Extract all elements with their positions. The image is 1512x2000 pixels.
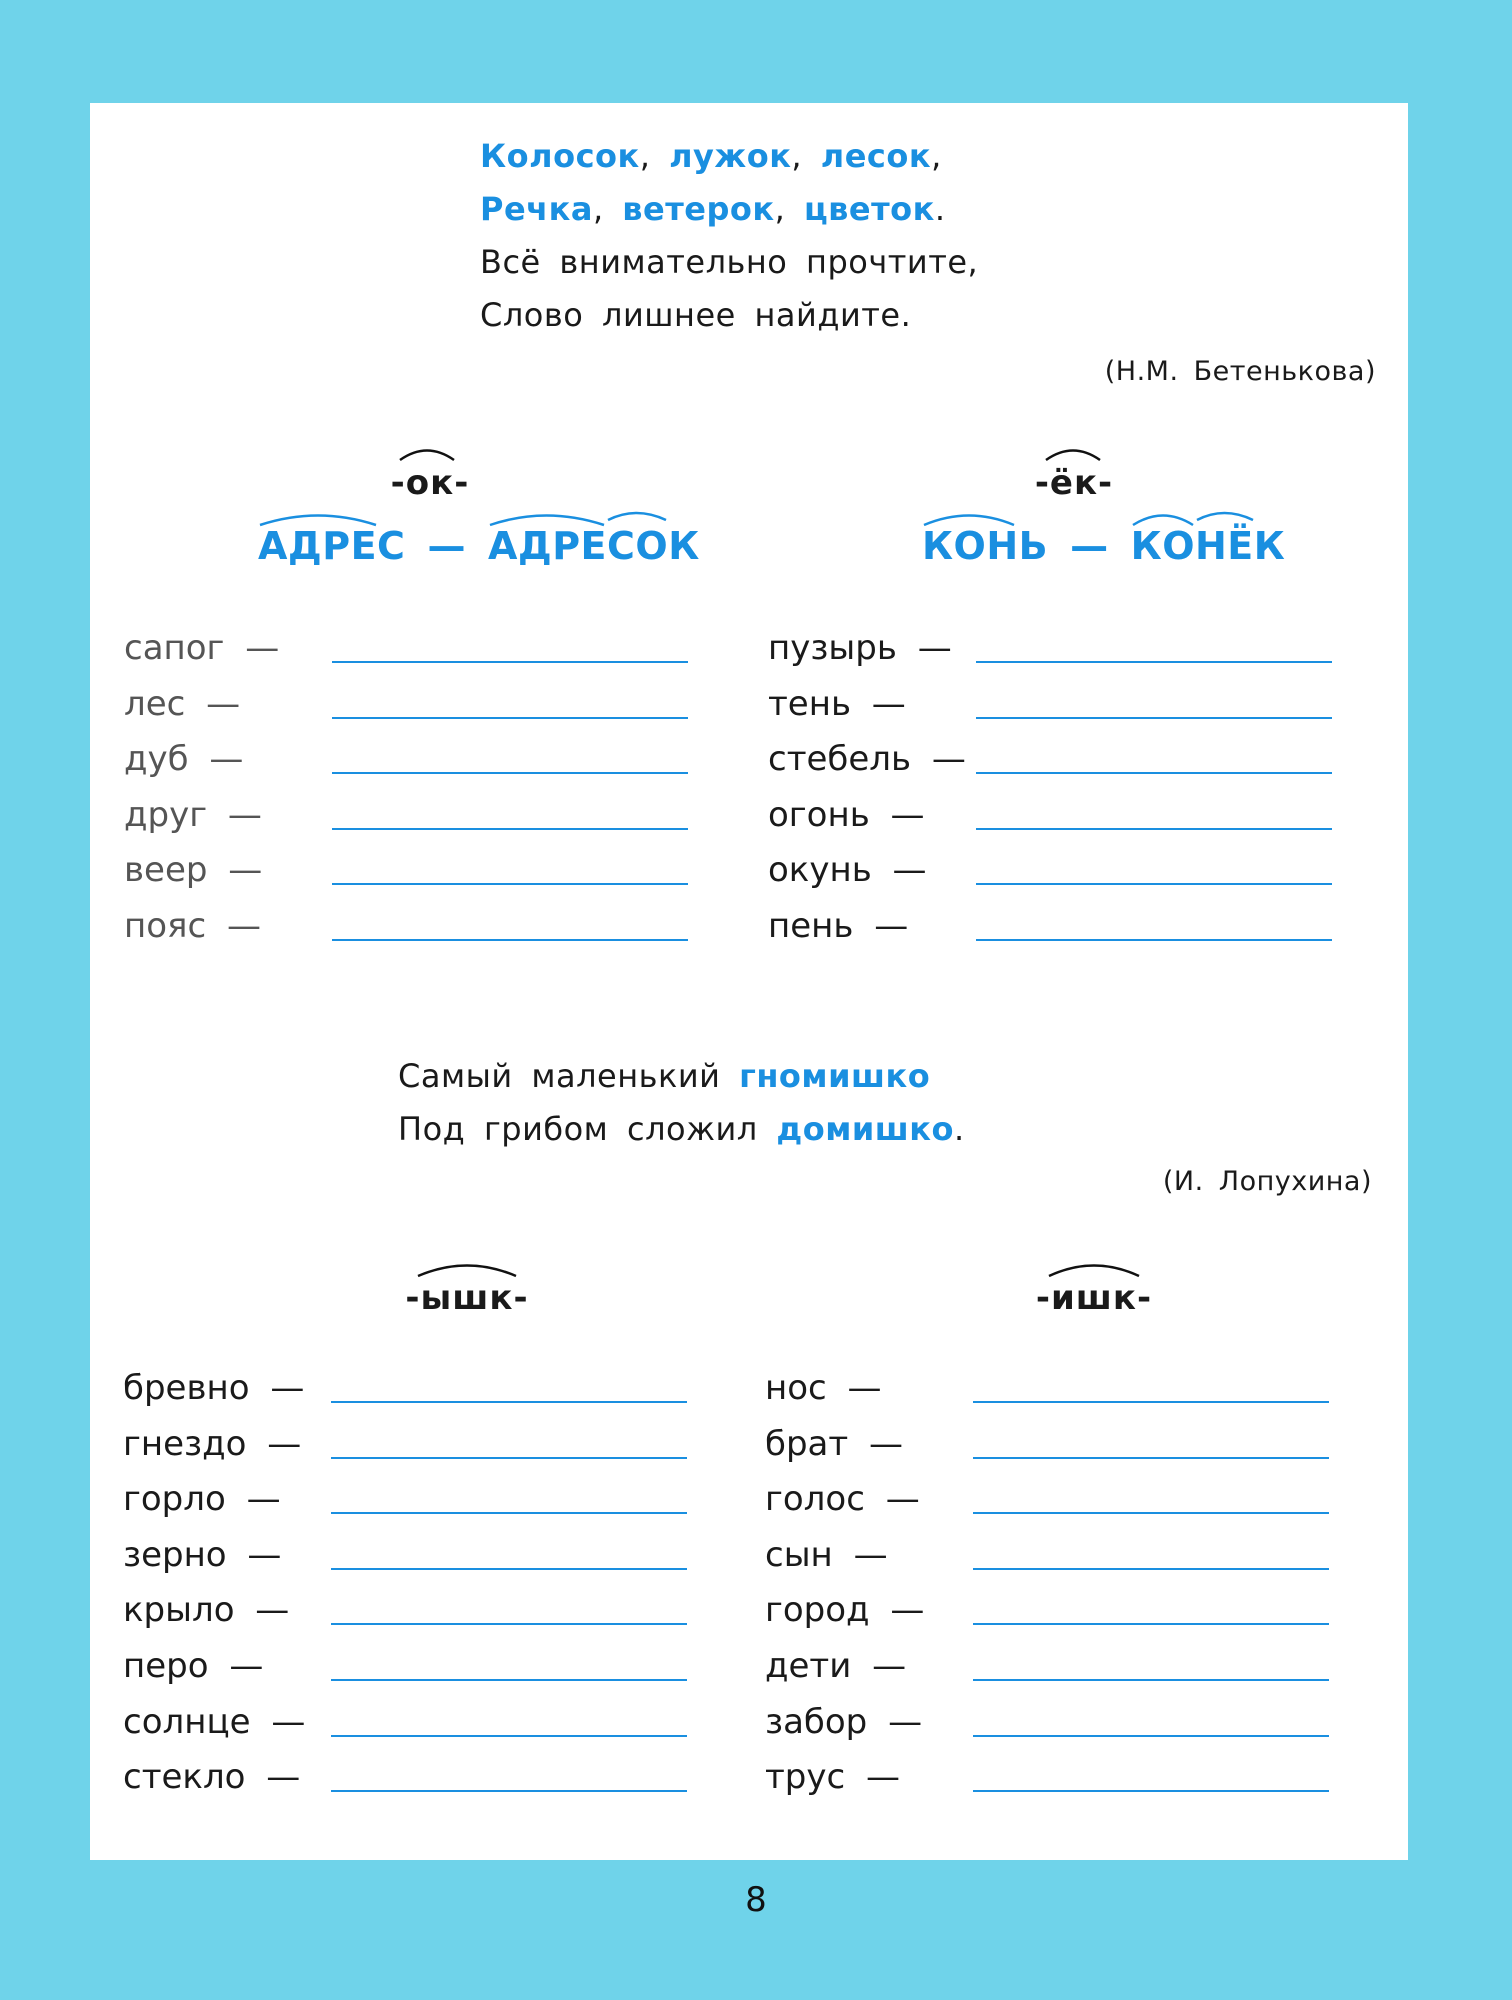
example-adres bbox=[258, 524, 700, 568]
highlighted-word: цветок bbox=[803, 190, 935, 228]
highlighted-word: ветерок bbox=[622, 190, 775, 228]
answer-line[interactable] bbox=[332, 828, 688, 830]
highlighted-word: гномишко bbox=[739, 1057, 931, 1095]
answer-line[interactable] bbox=[332, 772, 688, 774]
base-word: веер — bbox=[124, 850, 263, 891]
answer-line[interactable] bbox=[332, 883, 688, 885]
answer-line[interactable] bbox=[973, 1401, 1329, 1403]
base-word: лес — bbox=[124, 683, 241, 724]
answer-line[interactable] bbox=[976, 772, 1332, 774]
answer-line[interactable] bbox=[973, 1457, 1329, 1459]
answer-line[interactable] bbox=[973, 1790, 1329, 1792]
example-dash: — bbox=[1070, 524, 1109, 568]
punctuation: . bbox=[934, 190, 946, 228]
base-word: окунь — bbox=[768, 850, 927, 891]
base-word: брат — bbox=[765, 1423, 903, 1464]
answer-line[interactable] bbox=[973, 1679, 1329, 1681]
page-sheet bbox=[90, 103, 1408, 1860]
answer-line[interactable] bbox=[331, 1401, 687, 1403]
answer-line[interactable] bbox=[976, 939, 1332, 941]
poem-text: Самый маленький bbox=[398, 1057, 721, 1095]
poem-1-author: (Н.М. Бетенькова) bbox=[1104, 356, 1376, 387]
poem-1-line-4: Слово лишнее найдите. bbox=[480, 296, 912, 334]
punctuation: , bbox=[791, 137, 821, 175]
base-word: гнездо — bbox=[123, 1423, 302, 1464]
answer-line[interactable] bbox=[331, 1735, 687, 1737]
punctuation: . bbox=[953, 1110, 965, 1148]
base-word: сын — bbox=[765, 1534, 888, 1575]
answer-line[interactable] bbox=[976, 883, 1332, 885]
base-word: город — bbox=[765, 1590, 925, 1631]
poem-2-author: (И. Лопухина) bbox=[1162, 1166, 1372, 1197]
base-word: огонь — bbox=[768, 794, 925, 835]
poem-1-line-3: Всё внимательно прочтите, bbox=[480, 243, 979, 281]
answer-line[interactable] bbox=[332, 939, 688, 941]
example-base-text: КОНЬ bbox=[922, 524, 1049, 568]
punctuation: , bbox=[774, 190, 804, 228]
base-word: трус — bbox=[765, 1757, 901, 1798]
answer-line[interactable] bbox=[976, 661, 1332, 663]
poem-2-line-1 bbox=[398, 1050, 965, 1103]
example-kon bbox=[922, 524, 1285, 568]
example-base-word bbox=[922, 524, 1048, 568]
answer-line[interactable] bbox=[973, 1568, 1329, 1570]
base-word: пояс — bbox=[124, 905, 261, 946]
suffix-ok: -ок- bbox=[390, 463, 470, 503]
answer-line[interactable] bbox=[331, 1457, 687, 1459]
base-word: сапог — bbox=[124, 628, 280, 668]
example-base-word bbox=[258, 524, 405, 568]
base-word: тень — bbox=[768, 683, 906, 724]
example-result-text: КОНЁК bbox=[1130, 524, 1286, 568]
example-dash: — bbox=[427, 524, 466, 568]
root-arc-icon bbox=[920, 508, 1018, 528]
poem-1 bbox=[480, 130, 978, 342]
base-word: дуб — bbox=[124, 739, 244, 780]
punctuation: , bbox=[592, 190, 623, 228]
base-word: зерно — bbox=[123, 1534, 282, 1575]
page-number: 8 bbox=[745, 1880, 767, 1920]
base-word: дети — bbox=[765, 1645, 907, 1686]
suffix-yok: -ёк- bbox=[1034, 463, 1114, 503]
root-arc-icon bbox=[1046, 1259, 1142, 1279]
suffix-ishk: -ишк- bbox=[1035, 1278, 1153, 1318]
punctuation: , bbox=[931, 137, 942, 175]
base-word: голос — bbox=[765, 1479, 920, 1520]
answer-line[interactable] bbox=[331, 1790, 687, 1792]
example-result-word bbox=[488, 524, 700, 568]
punctuation: , bbox=[639, 137, 670, 175]
answer-line[interactable] bbox=[332, 661, 688, 663]
highlighted-word: лужок bbox=[669, 137, 792, 175]
answer-line[interactable] bbox=[973, 1512, 1329, 1514]
base-word: стебель — bbox=[768, 739, 966, 780]
answer-line[interactable] bbox=[332, 717, 688, 719]
root-arc-icon bbox=[415, 1259, 519, 1279]
base-word: перо — bbox=[123, 1645, 264, 1686]
example-result-text: АДРЕСОК bbox=[487, 524, 700, 568]
base-word: крыло — bbox=[123, 1590, 290, 1631]
answer-line[interactable] bbox=[331, 1512, 687, 1514]
highlighted-word: лесок bbox=[820, 137, 932, 175]
answer-line[interactable] bbox=[331, 1568, 687, 1570]
answer-line[interactable] bbox=[976, 828, 1332, 830]
poem-1-line-2 bbox=[480, 183, 978, 236]
example-base-text: АДРЕС bbox=[258, 524, 406, 568]
highlighted-word: домишко bbox=[776, 1110, 954, 1148]
base-word: горло — bbox=[123, 1479, 281, 1520]
answer-line[interactable] bbox=[973, 1735, 1329, 1737]
poem-2-line-2 bbox=[398, 1103, 965, 1156]
answer-line[interactable] bbox=[976, 717, 1332, 719]
root-arc-icon bbox=[1043, 443, 1103, 463]
highlighted-word: Речка bbox=[480, 190, 593, 228]
base-word: нос — bbox=[765, 1368, 882, 1408]
poem-2 bbox=[398, 1050, 965, 1156]
base-word: солнце — bbox=[123, 1701, 306, 1742]
suffix-yshk: -ышк- bbox=[405, 1278, 529, 1318]
base-word: бревно — bbox=[123, 1368, 305, 1408]
poem-text: Под грибом сложил bbox=[398, 1110, 758, 1148]
answer-line[interactable] bbox=[331, 1679, 687, 1681]
base-word: друг — bbox=[124, 794, 262, 835]
root-suffix-arc-icon bbox=[486, 508, 674, 528]
highlighted-word: Колосок bbox=[480, 137, 640, 175]
base-word: стекло — bbox=[123, 1757, 301, 1798]
base-word: забор — bbox=[765, 1701, 923, 1742]
poem-1-line-1 bbox=[480, 130, 978, 183]
example-result-word bbox=[1131, 524, 1286, 568]
root-suffix-arc-icon bbox=[1129, 508, 1259, 528]
root-arc-icon bbox=[256, 508, 380, 528]
answer-line[interactable] bbox=[973, 1623, 1329, 1625]
base-word: пузырь — bbox=[768, 628, 952, 668]
root-arc-icon bbox=[397, 443, 457, 463]
answer-line[interactable] bbox=[331, 1623, 687, 1625]
base-word: пень — bbox=[768, 905, 909, 946]
